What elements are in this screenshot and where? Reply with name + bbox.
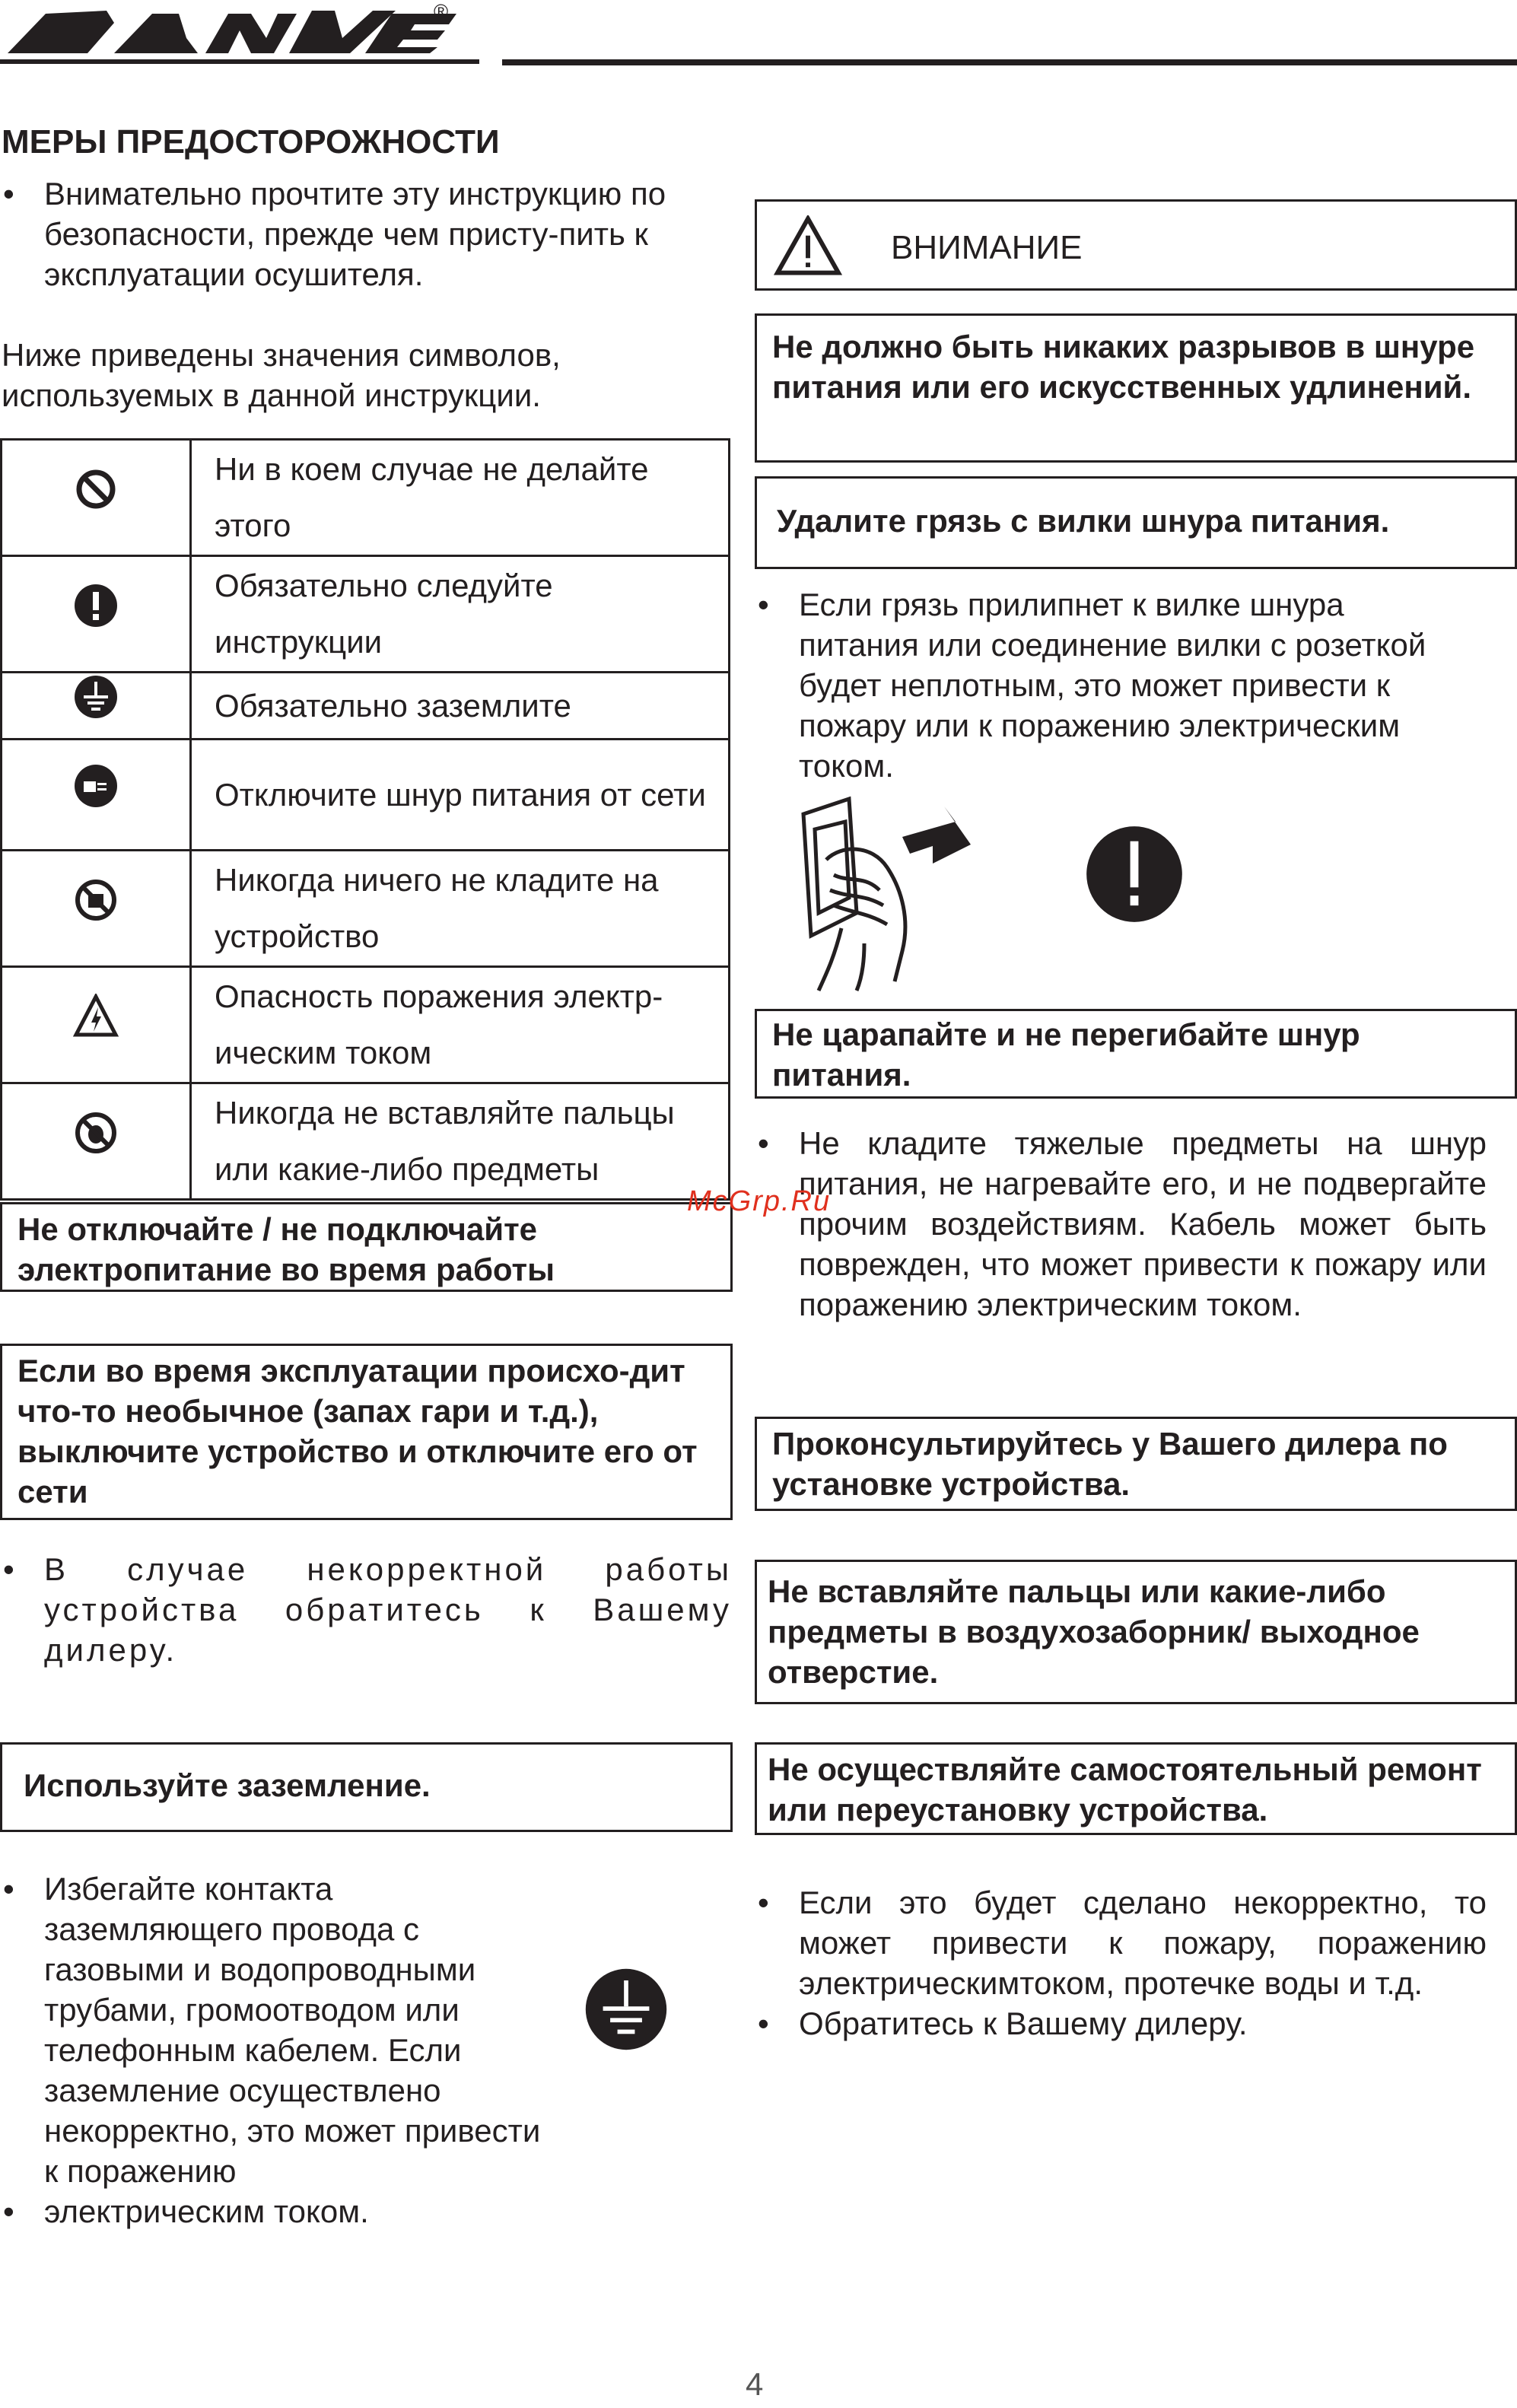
symbol-text: Опасность поражения электр-ическим током [191, 967, 730, 1083]
no-fingers-icon [73, 1110, 119, 1156]
ground-bullet: • электрическим током. [0, 2191, 548, 2231]
danvex-logo [0, 0, 472, 68]
prohibited-icon [73, 466, 119, 512]
cord-list [755, 1123, 1487, 1325]
watermark: McGrp.Ru [687, 1185, 832, 1217]
warning-box-ground [0, 1742, 733, 1832]
symbol-icon-cell [2, 673, 191, 740]
symbol-row [2, 967, 730, 1083]
warning-box-text: Удалите грязь с вилки шнура питания. [777, 503, 1390, 539]
warning-box-fingers [755, 1560, 1517, 1704]
intro-list [0, 173, 730, 294]
warning-box-text: Если во время эксплуатации происхо-дит что-то необычное (запах гари и т.д.), выключите устройство и отключите его от сети [17, 1353, 698, 1509]
symbol-icon-cell [2, 440, 191, 556]
symbol-icon-cell [2, 740, 191, 851]
intro-bullet: • Внимательно прочтите эту инструкцию по безопасности, прежде чем присту-пить к эксплуатации осушителя. [0, 173, 730, 294]
symbol-text: Обязательно заземлите [191, 673, 730, 740]
warning-box-text: Не отключайте / не подключайте электропитание во время работы [17, 1211, 555, 1287]
repair-bullet: • Если это будет сделано некорректно, то может привести к пожару, поражению электрическимтоком, протечке воды и т.д. [755, 1882, 1487, 2003]
warning-box-plug [755, 476, 1517, 569]
attention-label: ВНИМАНИЕ [891, 229, 1083, 266]
symbols-table [0, 438, 730, 1201]
warning-box-cord [755, 313, 1517, 463]
symbol-row [2, 556, 730, 673]
symbol-text: Ни в коем случае не делайте этого [191, 440, 730, 556]
dealer-bullet: • В случае некорректной работы устройства обратитесь к Вашему дилеру. [0, 1549, 732, 1670]
cord-bullet: • Не кладите тяжелые предметы на шнур питания, не нагревайте его, и не подвергайте прочим воздействиям. Кабель может быть поврежден, что может привести к пожару или поражению электрическим током. [755, 1123, 1487, 1325]
symbol-icon-cell [2, 967, 191, 1083]
ground-icon [583, 1966, 669, 2053]
symbol-icon-cell [2, 556, 191, 673]
warning-box-repair [755, 1742, 1517, 1835]
repair-bullet: • Обратитесь к Вашему дилеру. [755, 2003, 1487, 2044]
symbol-icon-cell [2, 851, 191, 967]
repair-list [755, 1882, 1487, 2044]
registered-mark: ® [434, 0, 449, 23]
ground-list [0, 1869, 548, 2231]
symbol-text: Никогда ничего не кладите на устройство [191, 851, 730, 967]
warning-box-unusual [0, 1344, 733, 1520]
ground-bullet: • Избегайте контакта заземляющего провода с газовыми и водопроводными трубами, громоотводом или телефонным кабелем. Если заземление осуществлено некорректно, это может привести к поражению [0, 1869, 548, 2191]
exclamation-icon [1085, 825, 1184, 924]
warning-box-text: Не должно быть никаких разрывов в шнуре питания или его искусственных удлинений. [772, 329, 1475, 405]
symbol-row [2, 1083, 730, 1200]
symbol-text: Никогда не вставляйте пальцы или какие-либо предметы [191, 1083, 730, 1200]
attention-box [755, 199, 1517, 291]
symbol-row [2, 673, 730, 740]
warning-box-text: Не осуществляйте самостоятельный ремонт или переустановку устройства. [768, 1751, 1482, 1827]
symbol-text: Отключите шнур питания от сети [191, 740, 730, 851]
plug-list [755, 584, 1470, 786]
ground-icon [73, 674, 119, 720]
header-rule-left [0, 59, 479, 64]
symbols-intro: Ниже приведены значения символов, используемых в данной инструкции. [2, 337, 561, 413]
symbol-text: Обязательно следуйте инструкции [191, 556, 730, 673]
dealer-list [0, 1549, 732, 1670]
symbol-icon-cell [2, 1083, 191, 1200]
warning-box-text: Не вставляйте пальцы или какие-либо предметы в воздухозаборник/ выходное отверстие. [768, 1573, 1420, 1690]
warning-box-text: Не царапайте и не перегибайте шнур питания. [772, 1016, 1360, 1093]
no-objects-on-top-icon [73, 877, 119, 923]
warning-triangle-icon [774, 215, 842, 276]
electric-shock-warning-icon [73, 994, 119, 1039]
unplug-icon [73, 763, 119, 809]
page-number: 4 [746, 2366, 764, 2402]
plug-bullet: • Если грязь прилипнет к вилке шнура питания или соединение вилки с розеткой будет неплотным, это может привести к пожару или к поражению электрическим током. [755, 584, 1470, 786]
hand-unplug-illustration [788, 791, 971, 994]
warning-box-text: Используйте заземление. [24, 1767, 431, 1803]
symbol-row [2, 851, 730, 967]
exclamation-icon [73, 583, 119, 628]
header-rule-right [502, 59, 1517, 65]
page-title: МЕРЫ ПРЕДОСТОРОЖНОСТИ [2, 123, 500, 161]
warning-box-power [0, 1202, 733, 1292]
warning-box-dealer [755, 1417, 1517, 1511]
warning-box-text: Проконсультируйтесь у Вашего дилера по установке устройства. [772, 1426, 1448, 1502]
warning-box-scratch [755, 1009, 1517, 1099]
symbol-row [2, 740, 730, 851]
symbol-row [2, 440, 730, 556]
